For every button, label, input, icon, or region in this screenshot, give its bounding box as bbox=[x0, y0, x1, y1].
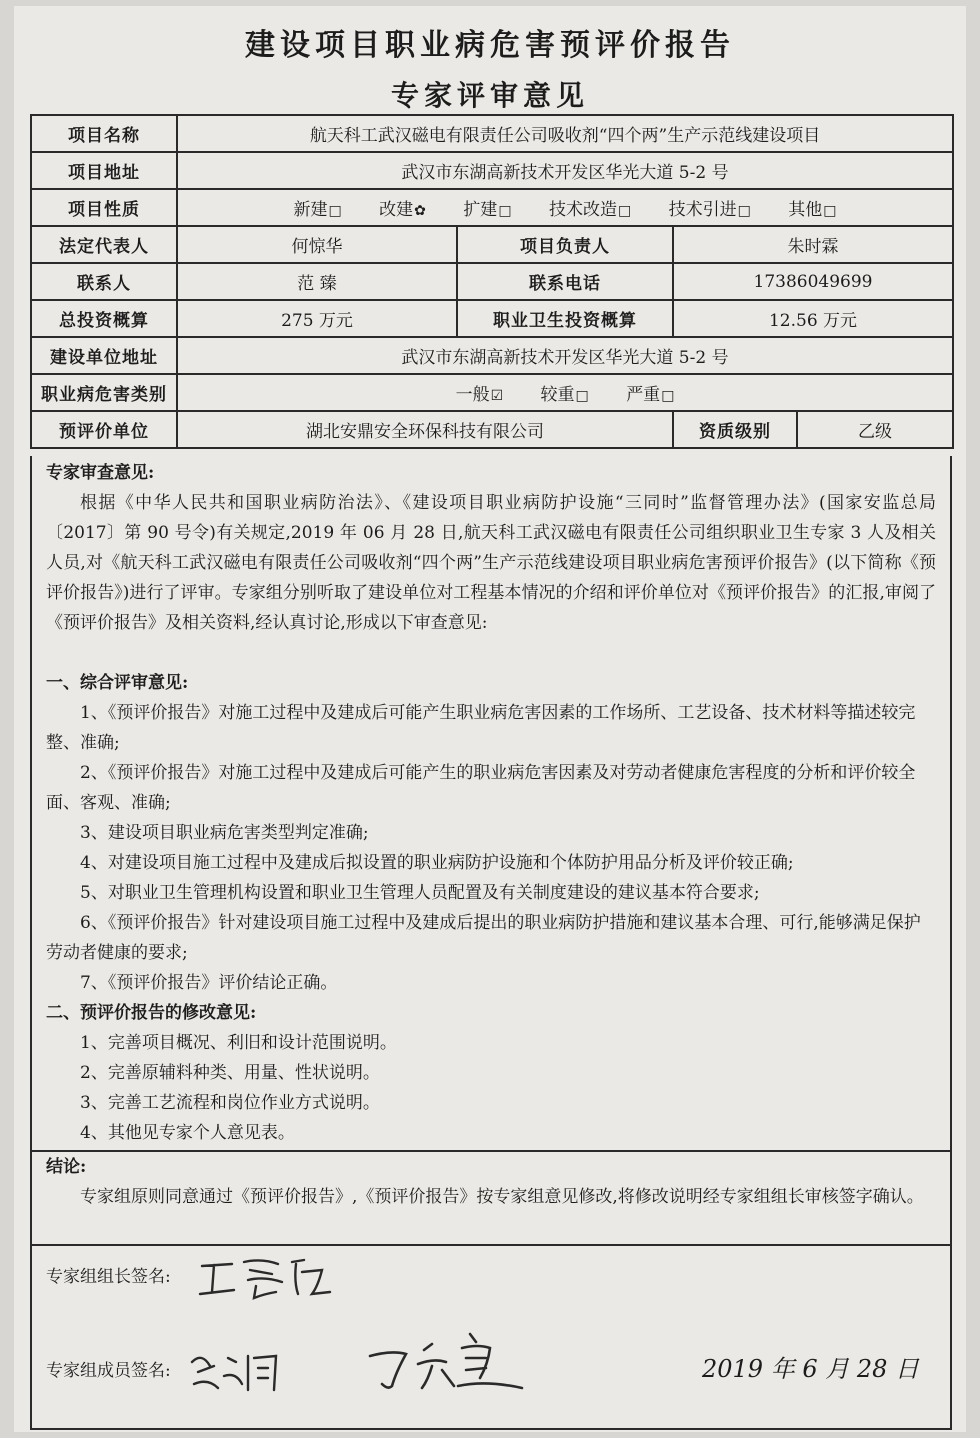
value-evaluator: 湖北安鼎安全环保科技有限公司 bbox=[177, 411, 673, 448]
label-project-address: 项目地址 bbox=[31, 152, 177, 189]
project-nature-options bbox=[177, 189, 953, 226]
row-unit-address bbox=[31, 337, 953, 374]
row-contact bbox=[31, 263, 953, 300]
label-project-nature: 项目性质 bbox=[31, 189, 177, 226]
label-total-investment: 总投资概算 bbox=[31, 300, 177, 337]
checkbox-icon: □ bbox=[328, 203, 342, 219]
section2-item: 2、完善原辅料种类、用量、性状说明。 bbox=[80, 1063, 380, 1083]
member-signature bbox=[184, 1344, 284, 1398]
review-intro: 根据《中华人民共和国职业病防治法》、《建设项目职业病防护设施“三同时”监督管理办法》(国家安监总局〔2017〕第 90 号令)有关规定,2019 年 06 月 28 日,航天科工武汉磁电有限责任公司组织职业卫生专家 3 人及相关人员,对《航天科工武汉磁电有限责任公司吸收剂“四个两”生产示范线建设项目职业病危害预评价报告》(以下简称《预评价报告》)进行了评审。专家组分别听取了建设单位对工程基本情况的介绍和评价单位对《预评价报告》的汇报,审阅了《预评价报告》及相关资料,经认真讨论,形成以下审查意见: bbox=[46, 493, 936, 633]
value-project-address: 武汉市东湖高新技术开发区华光大道 5-2 号 bbox=[177, 152, 953, 189]
option-serious: 较重□ bbox=[540, 385, 589, 405]
conclusion-heading: 结论: bbox=[46, 1157, 87, 1177]
section1-item: 1、《预评价报告》对施工过程中及建成后可能产生职业病危害因素的工作场所、工艺设备、技术材料等描述较完整、准确; bbox=[46, 703, 916, 753]
member-signature bbox=[362, 1328, 532, 1402]
document-subtitle: 专家评审意见 bbox=[390, 79, 589, 112]
row-hazard-category bbox=[31, 374, 953, 411]
label-legal-rep: 法定代表人 bbox=[31, 226, 177, 263]
option-expand: 扩建□ bbox=[463, 200, 512, 220]
leader-signature bbox=[192, 1252, 342, 1302]
value-contact: 范 臻 bbox=[177, 263, 457, 300]
row-investment bbox=[31, 300, 953, 337]
option-new: 新建□ bbox=[293, 200, 342, 220]
value-legal-rep: 何惊华 bbox=[177, 226, 457, 263]
review-body bbox=[30, 456, 952, 1430]
value-total-investment: 275 万元 bbox=[177, 300, 457, 337]
checkbox-icon: □ bbox=[617, 203, 632, 219]
review-heading: 专家审查意见: bbox=[46, 463, 155, 483]
label-contact: 联系人 bbox=[31, 263, 177, 300]
signature-date: 2019 年 6 月 28 日 bbox=[702, 1355, 920, 1383]
project-info-table bbox=[30, 114, 954, 449]
value-unit-address: 武汉市东湖高新技术开发区华光大道 5-2 号 bbox=[177, 337, 953, 374]
option-tech-upgrade: 技术改造□ bbox=[548, 200, 632, 220]
label-project-leader: 项目负责人 bbox=[457, 226, 673, 263]
section1-item: 4、对建设项目施工过程中及建成后拟设置的职业病防护设施和个体防护用品分析及评价较正确; bbox=[80, 853, 794, 873]
label-qualification: 资质级别 bbox=[673, 411, 797, 448]
row-legal-rep bbox=[31, 226, 953, 263]
section1-title: 一、综合评审意见: bbox=[46, 673, 189, 693]
section1-item: 6、《预评价报告》针对建设项目施工过程中及建成后提出的职业病防护措施和建议基本合理、可行,能够满足保护劳动者健康的要求; bbox=[46, 913, 921, 963]
section2-item: 3、完善工艺流程和岗位作业方式说明。 bbox=[80, 1093, 380, 1113]
row-evaluator bbox=[31, 411, 953, 448]
checkbox-icon: □ bbox=[661, 388, 675, 404]
option-rebuild: 改建✿ bbox=[379, 200, 426, 220]
conclusion-divider bbox=[32, 1150, 950, 1152]
section2-item: 4、其他见专家个人意见表。 bbox=[80, 1123, 295, 1143]
label-project-name: 项目名称 bbox=[31, 115, 177, 152]
conclusion-text: 专家组原则同意通过《预评价报告》,《预评价报告》按专家组意见修改,将修改说明经专家组组长审核签字确认。 bbox=[80, 1187, 924, 1207]
label-unit-address: 建设单位地址 bbox=[31, 337, 177, 374]
members-signature-label: 专家组成员签名: bbox=[46, 1361, 171, 1381]
value-qualification: 乙级 bbox=[797, 411, 953, 448]
section2-item: 1、完善项目概况、利旧和设计范围说明。 bbox=[80, 1033, 397, 1053]
checkbox-icon: □ bbox=[498, 203, 512, 219]
option-severe: 严重□ bbox=[626, 385, 675, 405]
leader-signature-label: 专家组组长签名: bbox=[46, 1267, 171, 1287]
option-other: 其他□ bbox=[788, 200, 837, 220]
option-general: 一般☑ bbox=[455, 385, 504, 405]
signature-divider bbox=[32, 1244, 950, 1246]
section1-item: 3、建设项目职业病危害类型判定准确; bbox=[80, 823, 369, 843]
hazard-category-options bbox=[177, 374, 953, 411]
section1-item: 5、对职业卫生管理机构设置和职业卫生管理人员配置及有关制度建设的建议基本符合要求; bbox=[80, 883, 760, 903]
row-project-address bbox=[31, 152, 953, 189]
row-project-nature bbox=[31, 189, 953, 226]
row-project-name bbox=[31, 115, 953, 152]
document-title: 建设项目职业病危害预评价报告 bbox=[245, 28, 735, 63]
section1-item: 2、《预评价报告》对施工过程中及建成后可能产生的职业病危害因素及对劳动者健康危害程度的分析和评价较全面、客观、准确; bbox=[46, 763, 916, 813]
label-phone: 联系电话 bbox=[457, 263, 673, 300]
checked-box-icon: ☑ bbox=[490, 388, 504, 404]
label-health-investment: 职业卫生投资概算 bbox=[457, 300, 673, 337]
option-tech-import: 技术引进□ bbox=[668, 200, 751, 220]
checkbox-icon: □ bbox=[823, 203, 837, 219]
value-project-name: 航天科工武汉磁电有限责任公司吸收剂“四个两”生产示范线建设项目 bbox=[177, 115, 953, 152]
checkbox-icon: □ bbox=[737, 203, 751, 219]
label-evaluator: 预评价单位 bbox=[31, 411, 177, 448]
checked-mark-icon: ✿ bbox=[414, 203, 426, 219]
value-health-investment: 12.56 万元 bbox=[673, 300, 953, 337]
label-hazard-category: 职业病危害类别 bbox=[31, 374, 177, 411]
section2-title: 二、预评价报告的修改意见: bbox=[46, 1003, 257, 1023]
section1-item: 7、《预评价报告》评价结论正确。 bbox=[80, 973, 338, 993]
value-phone: 17386049699 bbox=[673, 263, 953, 300]
checkbox-icon: □ bbox=[575, 388, 589, 404]
value-project-leader: 朱时霖 bbox=[673, 226, 953, 263]
document-sheet bbox=[14, 6, 966, 1432]
